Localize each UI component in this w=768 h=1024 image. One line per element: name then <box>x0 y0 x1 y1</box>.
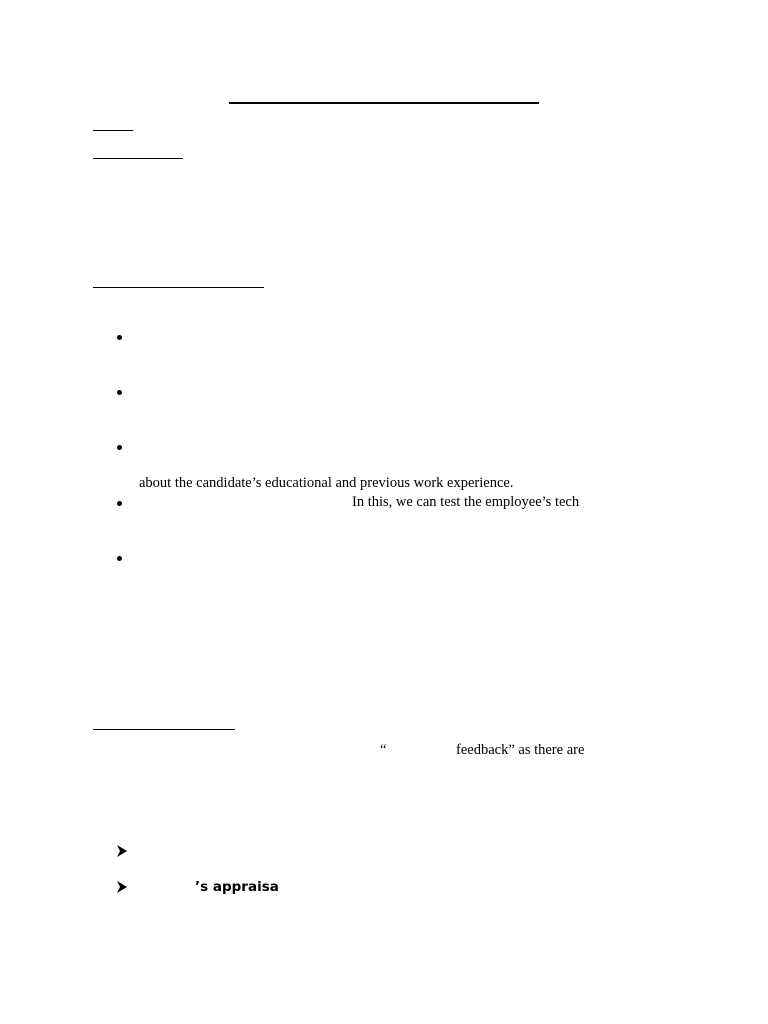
disc-bullet-icon <box>117 445 122 450</box>
body-line-feedback: feedback” as there are <box>456 742 585 758</box>
heading-underline-2 <box>93 158 183 159</box>
heading-underline-1 <box>93 130 133 131</box>
arrowhead-bullet-icon <box>117 881 127 893</box>
body-line-test: In this, we can test the employee’s tech <box>352 494 580 510</box>
disc-bullet-icon <box>117 335 122 340</box>
body-line-experience: about the candidate’s educational and previous work experience. <box>139 475 514 491</box>
disc-bullet-icon <box>117 556 122 561</box>
title-underline <box>229 102 539 104</box>
disc-bullet-icon <box>117 390 122 395</box>
heading-underline-4 <box>93 729 235 730</box>
body-line-appraisal: ’s appraisa <box>195 879 279 895</box>
disc-bullet-icon <box>117 501 122 506</box>
heading-underline-3 <box>93 287 264 288</box>
open-quote: “ <box>380 742 387 758</box>
arrowhead-bullet-icon <box>117 845 127 857</box>
